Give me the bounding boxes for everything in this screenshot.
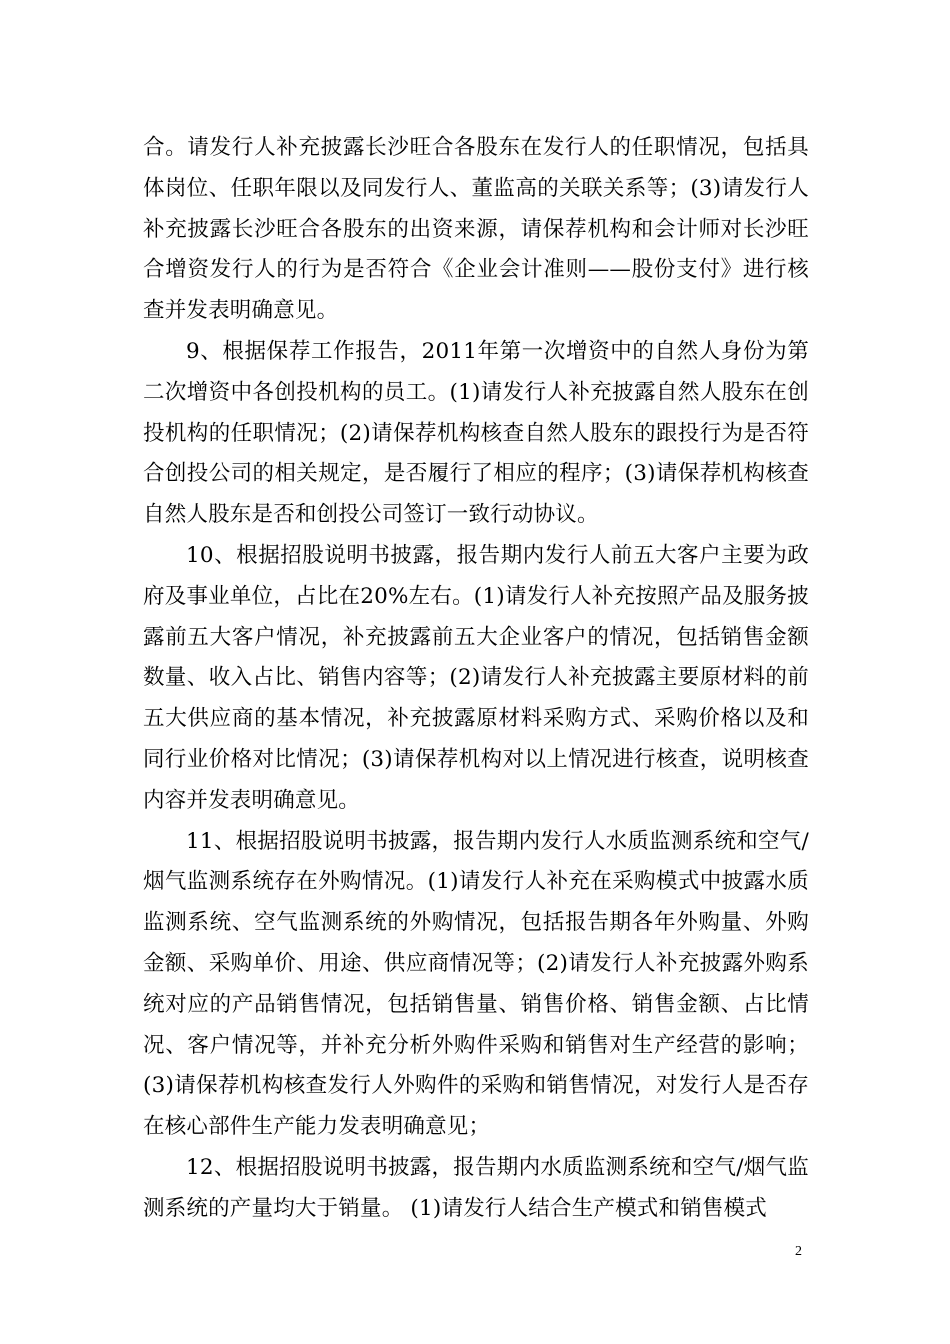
document-body — [143, 128, 809, 1230]
paragraph-item-9: 9、根据保荐工作报告，2011年第一次增资中的自然人身份为第二次增资中各创投机构的员工。(1)请发行人补充披露自然人股东在创投机构的任职情况；(2)请保荐机构核查自然人股东的跟投行为是否符合创投公司的相关规定，是否履行了相应的程序；(3)请保荐机构核查自然人股东是否和创投公司签订一致行动协议。 — [143, 338, 809, 528]
paragraph-item-11: 11、根据招股说明书披露，报告期内发行人水质监测系统和空气/烟气监测系统存在外购情况。(1)请发行人补充在采购模式中披露水质监测系统、空气监测系统的外购情况，包括报告期各年外购量、外购金额、采购单价、用途、供应商情况等；(2)请发行人补充披露外购系统对应的产品销售情况，包括销售量、销售价格、销售金额、占比情况、客户情况等，并补充分析外购件采购和销售对生产经营的影响；(3)请保荐机构核查发行人外购件的采购和销售情况，对发行人是否存在核心部件生产能力发表明确意见； — [143, 828, 809, 1140]
paragraph-item-12: 12、根据招股说明书披露，报告期内水质监测系统和空气/烟气监测系统的产量均大于销量。 (1)请发行人结合生产模式和销售模式 — [143, 1154, 809, 1221]
paragraph-item-10: 10、根据招股说明书披露，报告期内发行人前五大客户主要为政府及事业单位，占比在20%左右。(1)请发行人补充按照产品及服务披露前五大客户情况，补充披露前五大企业客户的情况，包括销售金额数量、收入占比、销售内容等；(2)请发行人补充披露主要原材料的前五大供应商的基本情况，补充披露原材料采购方式、采购价格以及和同行业价格对比情况；(3)请保荐机构对以上情况进行核查，说明核查内容并发表明确意见。 — [143, 542, 809, 813]
paragraph-continuation: 合。请发行人补充披露长沙旺合各股东在发行人的任职情况，包括具体岗位、任职年限以及同发行人、董监高的关联关系等；(3)请发行人补充披露长沙旺合各股东的出资来源，请保荐机构和会计师对长沙旺合增资发行人的行为是否符合《企业会计准则——股份支付》进行核查并发表明确意见。 — [143, 135, 809, 324]
page-number: 2 — [795, 1244, 802, 1259]
